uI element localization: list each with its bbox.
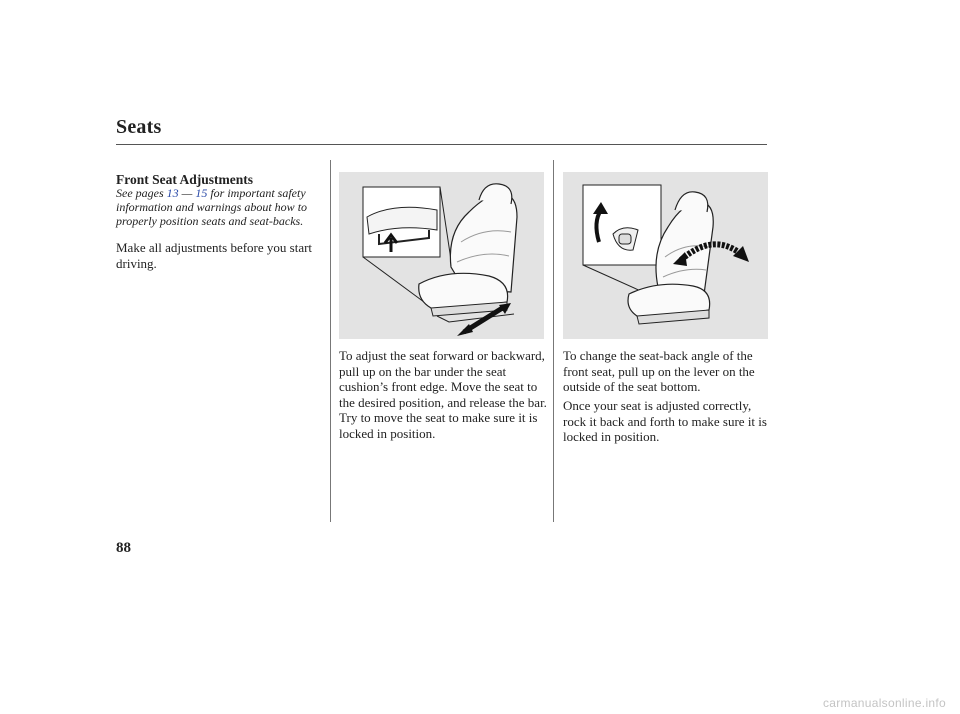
safety-reference xyxy=(116,186,321,228)
see-pages-suffix: for important safety information and warnings about how to properly position seats and seat-backs. xyxy=(116,186,308,228)
sub-heading: Front Seat Adjustments xyxy=(116,172,254,187)
title-divider xyxy=(116,144,767,145)
slide-instructions: To adjust the seat forward or backward, pull up on the bar under the seat cushion’s front edge. Move the seat to the desired position, and release the bar. Try to move the seat to make sure it is locked in position. xyxy=(339,348,547,441)
seat-slide-drawing xyxy=(339,172,544,339)
section-title: Seats xyxy=(116,116,162,138)
seatback-recline-drawing xyxy=(563,172,768,339)
page-number: 88 xyxy=(116,540,131,556)
page-link-end[interactable]: 15 xyxy=(195,186,208,200)
column-divider-left xyxy=(330,160,331,522)
see-pages-dash: — xyxy=(178,186,196,200)
see-pages-prefix: See pages xyxy=(116,186,167,200)
page-link-start[interactable]: 13 xyxy=(166,186,179,200)
watermark: carmanualsonline.info xyxy=(822,696,946,710)
recline-instructions: To change the seat-back angle of the front seat, pull up on the lever on the outside of the seat bottom. xyxy=(563,348,755,394)
column-divider-right xyxy=(553,160,554,522)
seatback-recline-illustration xyxy=(563,172,768,339)
lock-check-instructions: Once your seat is adjusted correctly, rock it back and forth to make sure it is locked in position. xyxy=(563,398,767,444)
intro-text: Make all adjustments before you start driving. xyxy=(116,240,313,271)
seat-slide-illustration xyxy=(339,172,544,339)
